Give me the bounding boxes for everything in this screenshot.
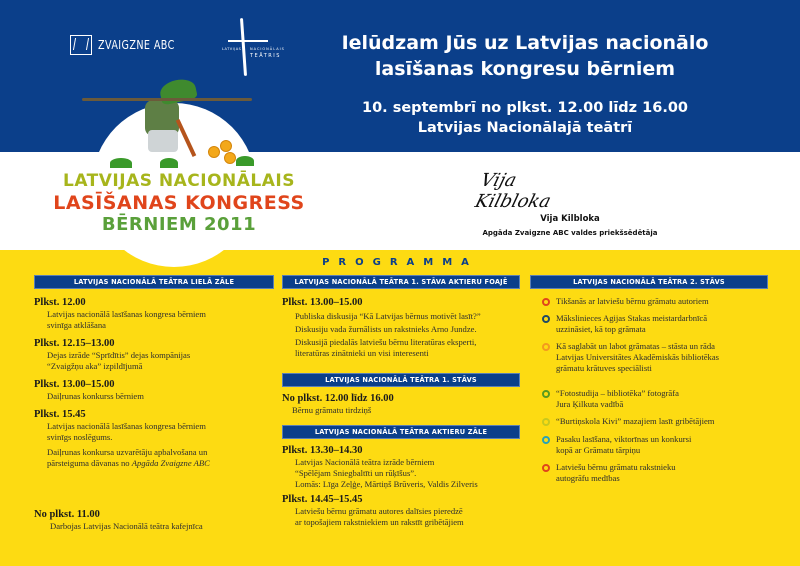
digging-boy-illustration	[90, 68, 260, 168]
boy-trousers	[148, 130, 178, 152]
schedule-desc: Publiska diskusija “Kā Latvijas bērnus motivēt lasīt?”	[295, 311, 481, 321]
schedule-item	[282, 444, 522, 490]
event-title-line-1-text: LATVIJAS NACIONĀLAIS	[63, 171, 295, 191]
schedule-desc: Diskusijā piedalās latviešu bērnu literatūras eksperti,	[295, 337, 477, 347]
schedule-desc: “Zvaigžņu aka” izpildījumā	[47, 361, 143, 371]
schedule-desc: Latvijas nacionālā lasīšanas kongresa bērniem	[47, 309, 206, 319]
theatre-logo-text-left: LATVIJAS	[222, 47, 242, 51]
activity-text	[556, 388, 679, 410]
signer-role: Apgāda Zvaigzne ABC valdes priekšsēdētāja	[482, 229, 658, 237]
event-date-venue	[330, 98, 720, 138]
schedule-item	[34, 378, 274, 402]
activity-text	[556, 296, 709, 307]
publisher-name: Apgāda Zvaigzne ABC	[131, 458, 210, 468]
activity-line: autogrāfu medības	[556, 473, 620, 483]
coin-b-icon	[220, 140, 232, 152]
activity-item	[542, 388, 772, 410]
schedule-desc: Bērnu grāmatu tirdziņš	[292, 405, 372, 415]
activity-line: Tikšanās ar latviešu bērnu grāmatu autoriem	[556, 296, 709, 306]
schedule-time: Plkst. 15.45	[34, 409, 86, 420]
schedule-desc: ar topošajiem rakstniekiem un rakstīt gribētājiem	[295, 517, 464, 527]
schedule-desc: Daiļrunas konkurss bērniem	[47, 391, 144, 401]
activity-item	[542, 313, 772, 335]
activity-text	[556, 313, 707, 335]
theatre-logo-text-big: TEĀTRIS	[250, 53, 281, 59]
event-title-line-2-text: LASĪŠANAS KONGRESS	[53, 192, 305, 214]
cafe-item	[34, 508, 274, 532]
schedule-desc: Dejas izrāde “Sprīdītis” dejas kompānijas	[47, 350, 191, 360]
signer-name: Vija Kilbloka	[540, 214, 600, 224]
schedule-time: Plkst. 13.00–15.00	[34, 379, 115, 390]
activity-line: Mākslinieces Agijas Stakas meistardarbnīcā	[556, 313, 708, 323]
middle-section-header-foyer: LATVIJAS NACIONĀLĀ TEĀTRA 1. STĀVA AKTIERU FOAJĒ	[282, 275, 520, 289]
bullet-ring-icon	[542, 418, 550, 426]
schedule-desc: Darbojas Latvijas Nacionālā teātra kafejnīca	[50, 521, 203, 531]
zvaigzne-abc-wordmark: ZVAIGZNE ABC	[98, 38, 175, 52]
schedule-desc: literatūras zinātnieki un visi interesenti	[295, 348, 429, 358]
foyer-section	[282, 296, 522, 359]
bullet-ring-icon	[542, 464, 550, 472]
activity-line: kopā ar Grāmatu tārpiņu	[556, 445, 641, 455]
schedule-desc: Daiļrunas konkursa uzvarētāju apbalvošana un	[47, 447, 208, 457]
grass-icon	[160, 158, 178, 168]
headline-line-1: Ielūdzam Jūs uz Latvijas nacionālo	[341, 32, 709, 54]
theatre-cross-bar	[228, 40, 268, 42]
schedule-time: Plkst. 12.00	[34, 297, 86, 308]
left-section-header: LATVIJAS NACIONĀLĀ TEĀTRA LIELĀ ZĀLE	[34, 275, 274, 289]
schedule-desc: svinīga atklāšana	[47, 320, 106, 330]
activity-line: Jura Ķilkuta vadībā	[556, 399, 624, 409]
schedule-desc	[34, 458, 274, 469]
bullet-ring-icon	[542, 390, 550, 398]
middle-section-header-actors-hall: LATVIJAS NACIONĀLĀ TEĀTRA AKTIERU ZĀLE	[282, 425, 520, 439]
activity-item	[542, 341, 772, 374]
bullet-ring-icon	[542, 298, 550, 306]
schedule-desc: Diskusiju vada žurnālists un rakstnieks Arno Jundze.	[295, 324, 477, 334]
activity-item	[542, 416, 772, 427]
ground-line	[82, 98, 252, 101]
activity-line: Latvijas Universitātes Akadēmiskās bibliotēkas	[556, 352, 720, 362]
activity-line: Pasaku lasīšana, viktorīnas un konkursi	[556, 434, 692, 444]
bullet-ring-icon	[542, 436, 550, 444]
event-title-line-1	[44, 170, 314, 192]
activity-item	[542, 462, 772, 484]
event-title-line-3	[44, 214, 314, 236]
middle-section-header-first-floor: LATVIJAS NACIONĀLĀ TEĀTRA 1. STĀVS	[282, 373, 520, 387]
schedule-time: Plkst. 13.30–14.30	[282, 445, 363, 456]
event-title	[44, 170, 314, 236]
headline-line-2: lasīšanas kongresu bērniem	[374, 58, 676, 80]
schedule-item	[34, 296, 274, 331]
schedule-desc: “Spēlējam Sniegbaltīti un rūķīšus”.	[295, 468, 417, 478]
event-venue: Latvijas Nacionālajā teātrī	[417, 120, 633, 136]
schedule-desc: Latvijas Nacionālā teātra izrāde bērniem	[295, 457, 435, 467]
schedule-time: Plkst. 13.00–15.00	[282, 297, 363, 308]
spade-icon	[176, 119, 197, 157]
activity-line: “Burtiņskola Kivi” mazajiem lasīt gribētājiem	[556, 416, 715, 426]
actors-hall-section	[282, 444, 522, 528]
grass-icon	[110, 158, 132, 168]
activity-text	[556, 462, 676, 484]
activity-line: Latviešu bērnu grāmatu rakstnieku	[556, 462, 676, 472]
activity-line: “Fotostudija – bibliotēka” fotogrāfa	[556, 388, 679, 398]
invitation-headline	[330, 30, 720, 82]
activity-text	[556, 341, 719, 374]
event-date: 10. septembrī no plkst. 12.00 līdz 16.00	[361, 100, 689, 116]
right-section-header: LATVIJAS NACIONĀLĀ TEĀTRA 2. STĀVS	[530, 275, 768, 289]
event-title-line-3-text: BĒRNIEM 2011	[101, 214, 257, 235]
schedule-item	[34, 337, 274, 372]
activity-line: uzzināsiet, kā top grāmata	[556, 324, 646, 334]
schedule-item	[282, 493, 522, 528]
bullet-ring-icon	[542, 343, 550, 351]
schedule-time: No plkst. 11.00	[34, 509, 100, 520]
theatre-logo-text-right: NACIONĀLAIS	[250, 47, 285, 51]
schedule-desc-text: pārsteiguma dāvanas no	[47, 458, 132, 468]
schedule-desc: svinīgs noslēgums.	[47, 432, 113, 442]
activity-line: Kā saglabāt un labot grāmatas – stāsta un rāda	[556, 341, 715, 351]
schedule-desc: Latvijas nacionālā lasīšanas kongresa bērniem	[47, 421, 206, 431]
zvaigzne-abc-logo	[70, 35, 194, 55]
first-floor-section	[282, 392, 522, 416]
activity-item	[542, 434, 772, 456]
schedule-desc: Lomās: Līga Zeļģe, Mārtiņš Brūveris, Valdis Zilveris	[295, 479, 478, 489]
schedule-item	[34, 408, 274, 469]
schedule-time: Plkst. 14.45–15.45	[282, 494, 363, 505]
boy-hat	[158, 76, 198, 105]
activity-text	[556, 434, 691, 456]
coin-a-icon	[208, 146, 220, 158]
schedule-time: Plkst. 12.15–13.00	[34, 338, 115, 349]
coin-c-icon	[224, 152, 236, 164]
activity-line: grāmatu krātuves speciālisti	[556, 363, 652, 373]
handwritten-signature: Vija Kilbloka	[472, 170, 554, 212]
schedule-time: No plkst. 12.00 līdz 16.00	[282, 393, 394, 404]
left-column	[34, 296, 274, 469]
activity-item	[542, 296, 772, 307]
bullet-ring-icon	[542, 315, 550, 323]
grass-icon	[236, 156, 254, 166]
programme-heading: PROGRAMMA	[322, 257, 478, 268]
activity-text	[556, 416, 714, 427]
zvaigzne-abc-emblem-icon	[70, 35, 92, 55]
schedule-desc: Latviešu bērnu grāmatu autores dalīsies pieredzē	[295, 506, 463, 516]
event-title-line-2	[44, 192, 314, 214]
